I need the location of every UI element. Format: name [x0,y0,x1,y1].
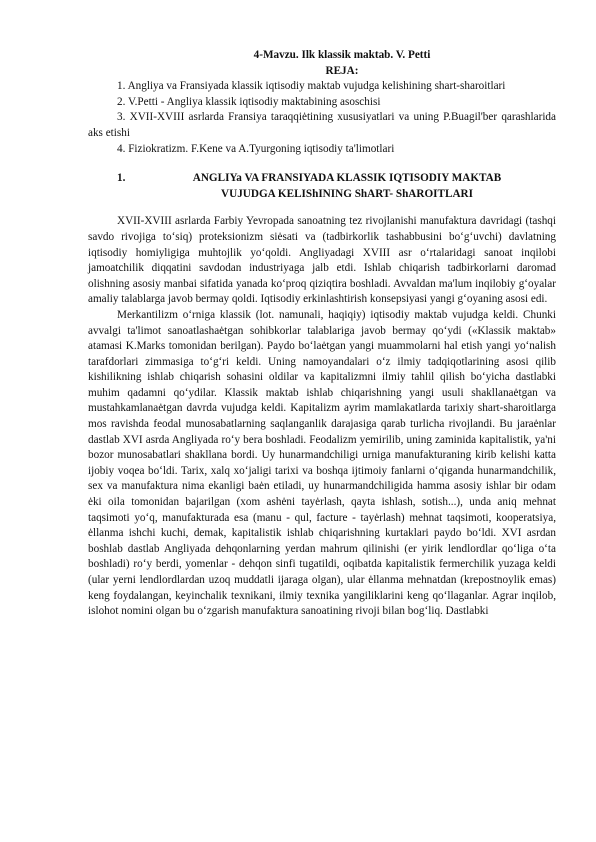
plan-heading: REJA: [325,64,359,77]
section-heading-line-2: VUJUDGA KELIShINING ShART- ShAROITLARI [221,187,473,200]
plan-item: 3. XVII-XVIII asrlarda Fransiya taraqqiėtining xususiyatlari va uning P.Buagil'ber qarashlarida aks etishi [88,111,556,139]
document-page [88,48,556,620]
section-heading-line-1: ANGLIYa VA FRANSIYADA KLASSIK IQTISODIY MAKTAB [192,172,502,185]
plan-item: 2. V.Petti - Angliya klassik iqtisodiy maktabining asoschisi [117,95,381,108]
plan-item: 4. Fiziokratizm. F.Kene va A.Tyurgoning iqtisodiy ta'limotlari [117,142,395,155]
section-heading [88,171,556,202]
body-paragraph: Merkantilizm o‘rniga klassik (lot. namunali, haqiqiy) iqtisodiy maktab vujudga keldi. Chunki avvalgi ta'limot sanoatlashaėtgan sohibkorlar talablariga javob bermay qo‘ydi («Klassik maktab» atamasi K.Marks tomonidan berilgan). Paydo bo‘laėtgan yangi muammolarni hal etish yangi yo‘nalish tarafdorlari zimmasiga to‘g‘ri keldi. Uning namoyandalari o‘z ilmiy tadqiqotlarining asosi qilib kishilikning ishlab chiqarish sohasini oldilar va kapitalizmni ilmiy tahlil qilish bo‘yicha dastlabki muhim qadamni qo‘ydilar. Klassik maktab ishlab chiqarishning yangi usuli shakllanaėtgan va mustahkamlanaėtgan davrda vujudga keldi. Kapitalizm ayrim mamlakatlarda tarixiy shart-sharoitlarga mos ravishda feodal munosabatlarning saqlanganlik darajasiga qarab turlicha rivojlandi. Bu jaraėnlar dastlab XVI asrda Angliyada ro‘y bera boshladi. Feodalizm yemirilib, uning zaminida kapitalistik, ya'ni bozor munosabatlari shakllana bordi. Uy hunarmandchiligi urniga manufakturaning kirib kelishi katta ijobiy voqea bo‘ldi. Tarix, xalq xo‘jaligi tarixi va boshqa ijtimoiy fanlarni o‘qiganda hunarmandchilik, sex va manufaktura nima ekanligi baėn etiladi, uy hunarmandchiligida hamma asosiy ishlar bir odam ėki oila tomonidan bajarilgan (xom ashėni tayėrlash, qayta ishlash, sotish...), unda aniq mehnat taqsimoti yo‘q, manufakturada esa (manu - qul, facture - tayėrlash) mehnat taqsimoti, kooperatsiya, ėllanma ishchi kuchi, demak, kapitalistik ishlab chiqarishning kurtaklari paydo bo‘ldi. XVI asrdan boshlab dastlab Angliyada dehqonlarning yerdan mahrum qilinishi (er yirik lendlordlar qo‘liga o‘ta boshladi) ro‘y berdi, yomenlar - dehqon sinfi tugatildi, oqibatda kapitalistik fermerchilik yuzaga keldi (ular yerni lendlordlardan uzoq muddatli ijaraga olgan), ular ėllanma mehnatdan (krepostnoylik emas) keng foydalangan, keyinchalik texnikani, ilmiy texnika yangiliklarini keng qo‘llaganlar. Agrar inqilob, islohot nomini olgan bu o‘zgarish manufaktura sanoatining rivoji bilan bog‘liq. Dastlabki [88,308,556,618]
body-paragraph: XVII-XVIII asrlarda Farbiy Yevropada sanoatning tez rivojlanishi manufaktura davridagi (tashqi savdo rivojiga to‘siq) proteksionizm siėsati va (tadbirkorlik tashabbusini bo‘g‘uvchi) davlatning iqtisodiy homiyligiga muhtojlik yo‘qoldi. Angliyadagi XVIII asr o‘rtalaridagi sanoat inqilobi jamoatchilik diqqatini savdodan industriyaga jalb etdi. Ishlab chiqarish tadbirkorlarni daromad olishning asosiy manbai sifatida yanada ko‘proq qiziqtira boshladi. Avvaldan ma'lum inqilobiy g‘oyalar amaliy talablarga javob bermay qoldi. Iqtisodiy erkinlashtirish konsepsiyasi yangi g‘oyaning asosi edi. [88,215,556,306]
plan-list [88,79,556,157]
plan-item: 1. Angliya va Fransiyada klassik iqtisodiy maktab vujudga kelishining shart-sharoitlari [117,80,506,93]
document-title: 4-Mavzu. Ilk klassik maktab. V. Petti [253,49,431,61]
section-number: 1. [117,172,126,185]
